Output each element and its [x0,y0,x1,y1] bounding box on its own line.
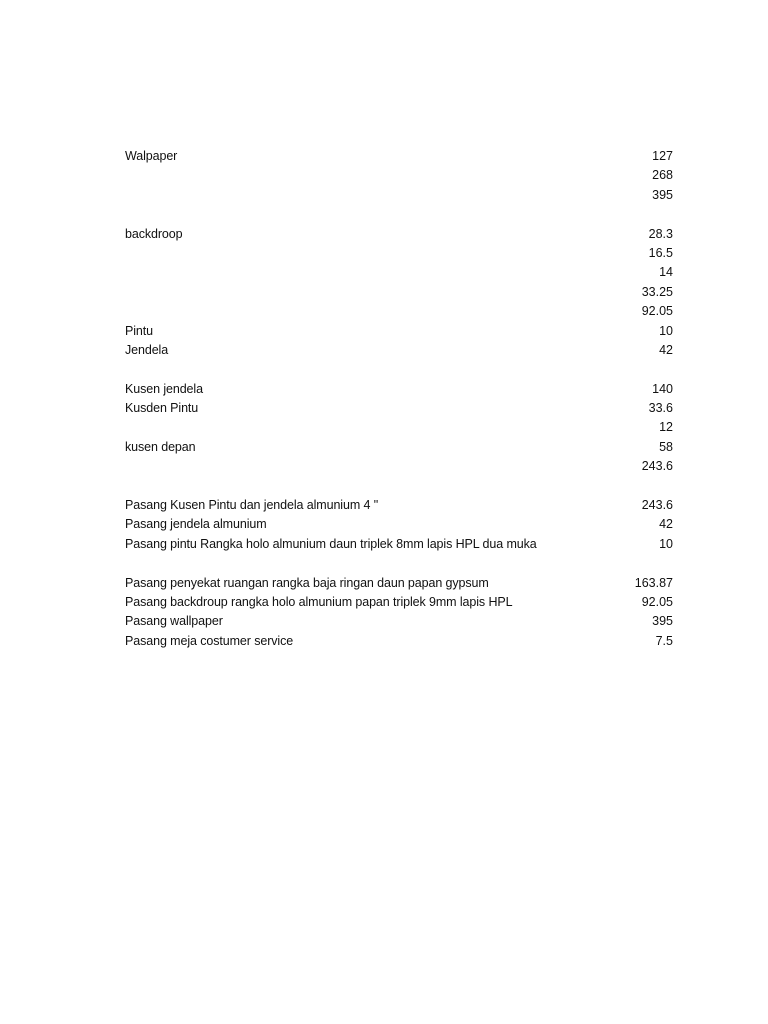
row-value: 395 [652,187,673,202]
row-value: 12 [659,420,673,435]
table-row [125,515,673,534]
row-label: Pasang Kusen Pintu dan jendela almunium 4 " [125,498,379,513]
table-row [125,438,673,457]
table-row [125,147,673,166]
table-row [125,632,673,651]
table-row [125,225,673,244]
table-row [125,302,673,321]
row-value: 16.5 [648,245,673,260]
table-row [125,554,673,573]
row-value: 243.6 [641,459,673,474]
row-value: 92.05 [641,594,673,609]
table-row [125,477,673,496]
table-row [125,399,673,418]
row-label: Pasang backdroup rangka holo almunium papan triplek 9mm lapis HPL [125,594,513,609]
table-row [125,360,673,379]
row-value: 243.6 [641,498,673,513]
row-label: kusen depan [125,439,196,454]
table-row [125,593,673,612]
table-row [125,166,673,185]
row-label: Walpaper [125,149,178,163]
row-value: 28.3 [648,226,673,241]
table-row [125,283,673,302]
table-row [125,263,673,282]
table-row [125,205,673,224]
table-row [125,535,673,554]
row-value: 14 [659,265,673,280]
row-label: Pasang pintu Rangka holo almunium daun triplek 8mm lapis HPL dua muka [125,536,537,551]
row-value: 33.25 [641,284,673,299]
row-label: Pasang penyekat ruangan rangka baja ringan daun papan gypsum [125,575,489,590]
row-value: 10 [659,323,673,338]
table-row [125,457,673,476]
row-label: Kusden Pintu [125,401,199,416]
row-value: 7.5 [655,633,673,648]
row-value: 395 [652,614,673,629]
row-value: 58 [659,439,673,454]
table-row [125,418,673,437]
table-row [125,322,673,341]
row-label: Jendela [125,342,169,357]
table-row [125,244,673,263]
row-value: 140 [652,381,673,396]
table-row [125,341,673,360]
row-label: Pasang jendela almunium [125,517,267,532]
table-row [125,186,673,205]
table-row [125,612,673,631]
row-value: 42 [659,517,673,532]
table-row [125,574,673,593]
row-value: 127 [652,149,673,163]
row-label: Pintu [125,323,153,338]
row-label: backdroop [125,226,183,241]
row-value: 33.6 [648,401,673,416]
row-value: 10 [659,536,673,551]
row-label: Pasang wallpaper [125,614,223,629]
row-value: 163.87 [634,575,673,590]
table-row [125,496,673,515]
row-value: 92.05 [641,304,673,319]
spreadsheet-printout [125,147,673,651]
row-value: 42 [659,342,673,357]
table-row [125,380,673,399]
row-label: Pasang meja costumer service [125,633,294,648]
row-label: Kusen jendela [125,381,203,396]
row-value: 268 [652,168,673,183]
